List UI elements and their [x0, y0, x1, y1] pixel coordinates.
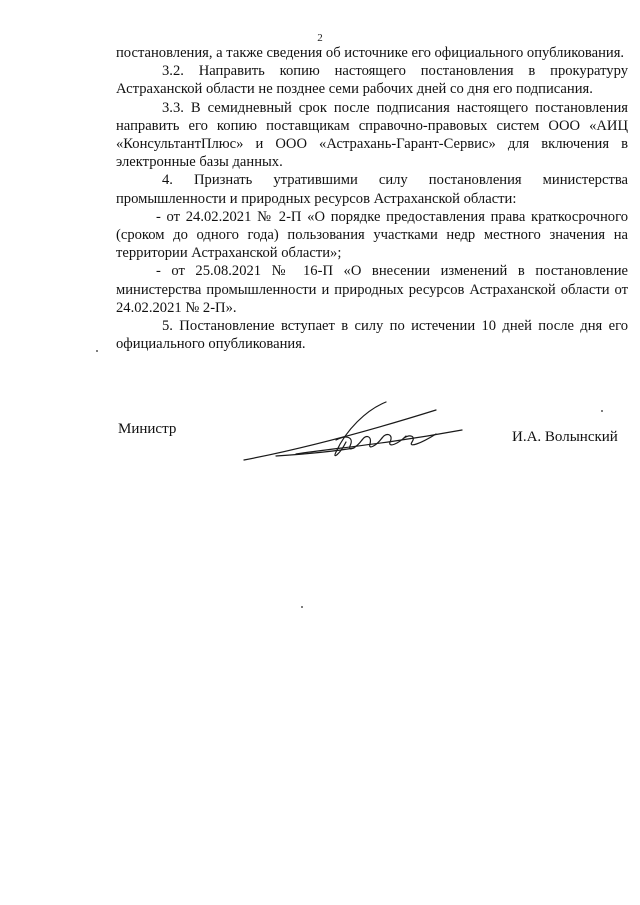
paragraph-5: 5. Постановление вступает в силу по истечении 10 дней после дня его официального опубликования.: [116, 318, 628, 353]
paragraph-3-3: 3.3. В семидневный срок после подписания настоящего постановления направить его копию поставщикам справочно-правовых систем ООО «АИЦ «КонсультантПлюс» и ООО «Астрахань-Гарант-Сервис» для включения в электронные базы данных.: [116, 99, 628, 171]
scan-speck: [601, 410, 603, 412]
scan-speck: [301, 606, 303, 608]
signatory-title: Министр: [118, 421, 177, 437]
signatory-name: И.А. Волынский: [512, 429, 618, 445]
paragraph-continuation: постановления, а также сведения об источнике его официального опубликования.: [116, 45, 625, 61]
scan-speck: [96, 350, 98, 352]
paragraph-3-2: 3.2. Направить копию настоящего постановления в прокуратуру Астраханской области не позднее семи рабочих дней со дня его подписания.: [116, 63, 628, 98]
handwritten-signature: [236, 390, 466, 470]
paragraph-4: 4. Признать утратившими силу постановления министерства промышленности и природных ресурсов Астраханской области:: [116, 172, 628, 207]
paragraph-4-item-2: - от 25.08.2021 № 16-П «О внесении изменений в постановление министерства промышленности и природных ресурсов Астраханской области от 24.02.2021 № 2-П».: [116, 263, 628, 316]
paragraph-4-item-1: - от 24.02.2021 № 2-П «О порядке предоставления права краткосрочного (сроком до одного года) пользования участками недр местного значения на территории Астраханской области»;: [116, 208, 628, 262]
document-body: [116, 44, 628, 353]
page-number: 2: [317, 32, 323, 44]
